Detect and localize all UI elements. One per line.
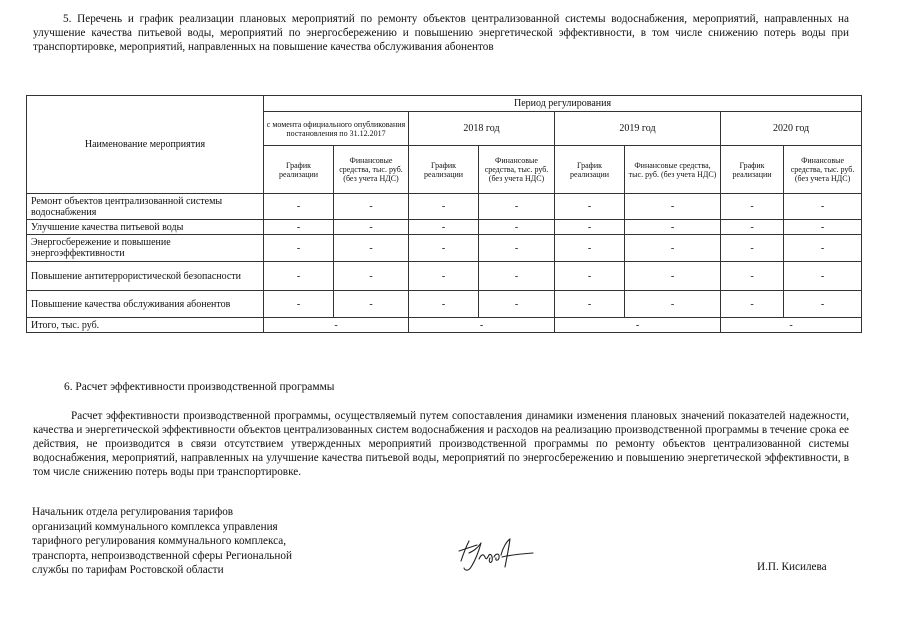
- total-cell: -: [721, 318, 862, 333]
- period-header-2020: 2020 год: [721, 112, 862, 146]
- table-cell: -: [625, 291, 721, 318]
- row-name: Повышение антитеррористической безопасности: [27, 262, 264, 291]
- table-cell: -: [555, 262, 625, 291]
- section-5-paragraph: [33, 12, 849, 54]
- total-cell: -: [409, 318, 555, 333]
- sub-header-schedule: График реализации: [721, 146, 784, 194]
- sub-header-finance: Финансовые средства, тыс. руб. (без учета НДС): [479, 146, 555, 194]
- table-cell: -: [721, 291, 784, 318]
- table-cell: -: [555, 194, 625, 220]
- table-cell: -: [784, 235, 862, 262]
- table-cell: -: [784, 194, 862, 220]
- table-cell: -: [334, 262, 409, 291]
- table-cell: -: [409, 194, 479, 220]
- section-5-text: 5. Перечень и график реализации плановых мероприятий по ремонту объектов централизованной системы водоснабжения, мероприятий, направленных на улучшение качества питьевой воды, мероприятий по энергосбережению и повышению энергетической эффективности, в том числе снижению потерь воды при транспортировке, мероприятий, направленных на повышение качества обслуживания абонентов: [33, 13, 849, 53]
- section-6-paragraph: [33, 409, 849, 479]
- table-cell: -: [784, 262, 862, 291]
- table-cell: -: [721, 220, 784, 235]
- table-cell: -: [409, 235, 479, 262]
- period-header: Период регулирования: [264, 96, 862, 112]
- row-name: Улучшение качества питьевой воды: [27, 220, 264, 235]
- table-cell: -: [409, 291, 479, 318]
- table-cell: -: [555, 220, 625, 235]
- table-cell: -: [721, 235, 784, 262]
- table-cell: -: [334, 291, 409, 318]
- table-cell: -: [334, 220, 409, 235]
- section-6-text: Расчет эффективности производственной программы, осуществляемый путем сопоставления динамики изменения плановых значений показателей надежности, качества и энергетической эффективности объектов централизованных систем водоснабжения и расходов на реализацию производственной программы в течение срока ее действия, не производится в связи отсутствием утвержденных мероприятий производственной программы по ремонту объектов централизованной системы водоснабжения, мероприятий, направленных на улучшение качества питьевой воды, мероприятий по энергосбережению и повышению энергетической эффективности, в том числе снижению потерь воды при транспортировке.: [33, 410, 849, 478]
- table-cell: -: [479, 262, 555, 291]
- table-row: [27, 220, 862, 235]
- position-line: службы по тарифам Ростовской области: [32, 564, 224, 576]
- total-row: [27, 318, 862, 333]
- table-row: [27, 291, 862, 318]
- sub-header-finance: Финансовые средства, тыс. руб. (без учета НДС): [784, 146, 862, 194]
- table-cell: -: [479, 194, 555, 220]
- table-cell: -: [555, 235, 625, 262]
- table-cell: -: [264, 235, 334, 262]
- sub-header-schedule: График реализации: [409, 146, 479, 194]
- section-6-heading: 6. Расчет эффективности производственной программы: [64, 381, 335, 393]
- period-header-2019: 2019 год: [555, 112, 721, 146]
- table-cell: -: [625, 194, 721, 220]
- table-cell: -: [555, 291, 625, 318]
- row-name: Энергосбережение и повышение энергоэффективности: [27, 235, 264, 262]
- period-header-2018: 2018 год: [409, 112, 555, 146]
- position-line: организаций коммунального комплекса управления: [32, 520, 278, 533]
- table-cell: -: [721, 194, 784, 220]
- table-row: [27, 262, 862, 291]
- sub-header-schedule: График реализации: [264, 146, 334, 194]
- period-header-2017: с момента официального опубликования постановления по 31.12.2017: [264, 112, 409, 146]
- signatory-position: [32, 505, 292, 578]
- table-cell: -: [784, 220, 862, 235]
- sub-header-finance: Финансовые средства, тыс. руб. (без учета НДС): [334, 146, 409, 194]
- table-cell: -: [625, 220, 721, 235]
- handwritten-signature: [455, 533, 535, 575]
- name-column-header: Наименование мероприятия: [27, 96, 264, 194]
- signatory-name: И.П. Кисилева: [757, 561, 827, 573]
- table-cell: -: [409, 262, 479, 291]
- position-line: тарифного регулирования коммунального комплекса,: [32, 535, 287, 547]
- row-name: Повышение качества обслуживания абонентов: [27, 291, 264, 318]
- table-row: [27, 235, 862, 262]
- sub-header-schedule: График реализации: [555, 146, 625, 194]
- table-cell: -: [784, 291, 862, 318]
- table-cell: -: [334, 194, 409, 220]
- sub-header-finance: Финансовые средства, тыс. руб. (без учета НДС): [625, 146, 721, 194]
- position-line: Начальник отдела регулирования тарифов: [32, 506, 234, 518]
- table-row: [27, 194, 862, 220]
- table-cell: -: [334, 235, 409, 262]
- table-cell: -: [264, 262, 334, 291]
- table-cell: -: [264, 194, 334, 220]
- table-cell: -: [479, 220, 555, 235]
- table-cell: -: [479, 291, 555, 318]
- table-cell: -: [264, 220, 334, 235]
- total-label: Итого, тыс. руб.: [27, 318, 264, 333]
- table-cell: -: [721, 262, 784, 291]
- table-cell: -: [625, 262, 721, 291]
- table-cell: -: [625, 235, 721, 262]
- table-cell: -: [479, 235, 555, 262]
- table-cell: -: [264, 291, 334, 318]
- total-cell: -: [555, 318, 721, 333]
- total-cell: -: [264, 318, 409, 333]
- row-name: Ремонт объектов централизованной системы водоснабжения: [27, 194, 264, 220]
- measures-schedule-table: [26, 95, 862, 333]
- position-line: транспорта, непроизводственной сферы Региональной: [32, 549, 292, 562]
- table-cell: -: [409, 220, 479, 235]
